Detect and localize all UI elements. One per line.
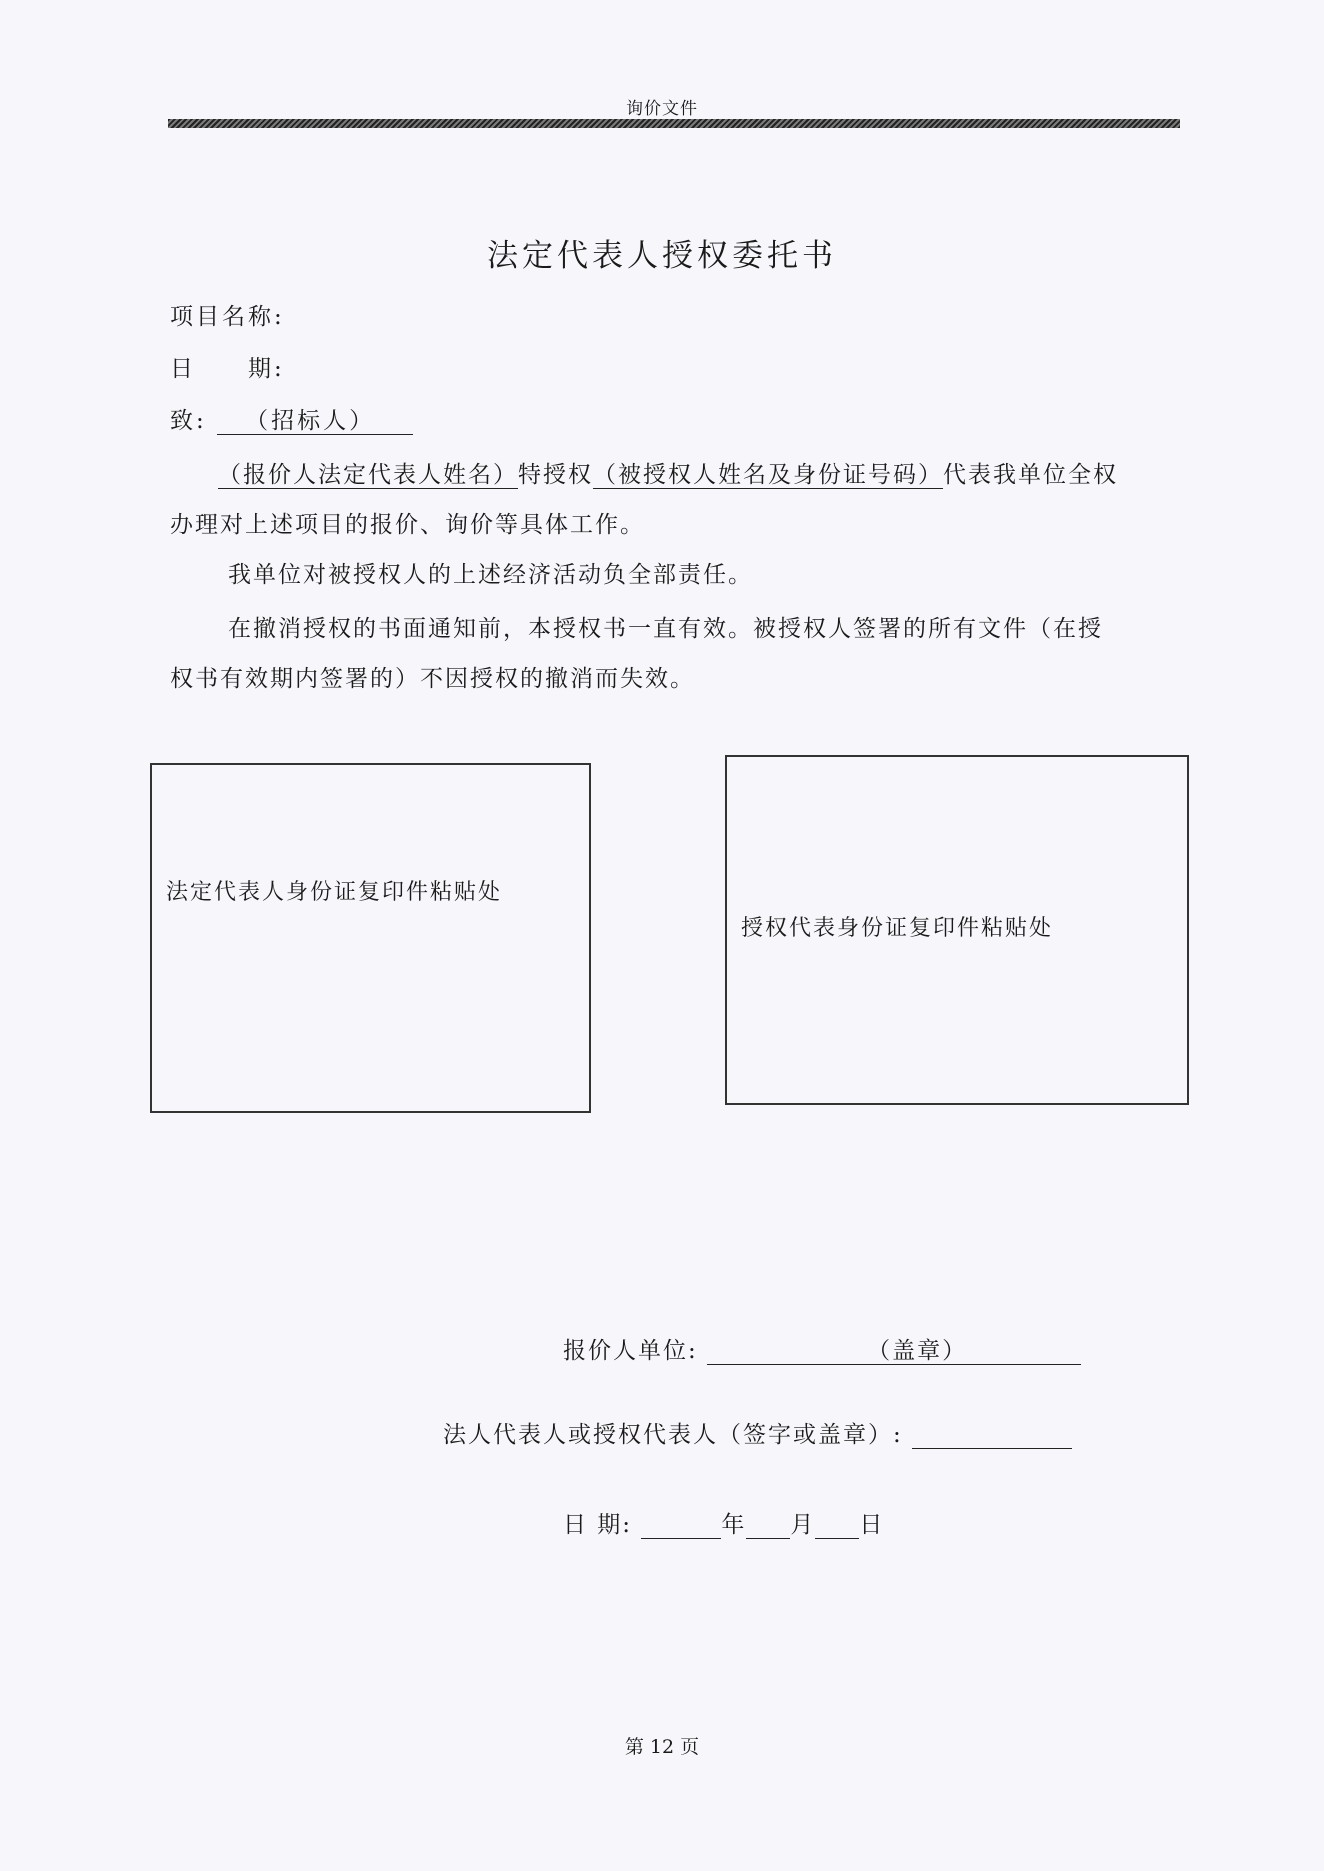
representative-blank <box>912 1424 1072 1449</box>
header-divider <box>168 119 1180 128</box>
recipient-value: （招标人） <box>217 408 413 435</box>
legal-rep-id-paste-box <box>150 763 591 1113</box>
page-number: 第 12 页 <box>624 1736 700 1758</box>
document-title: 法定代表人授权委托书 <box>487 238 837 274</box>
year-label: 年 <box>721 1512 747 1538</box>
bidder-unit-line <box>563 1332 1081 1365</box>
recipient-field <box>170 402 413 435</box>
authorization-line-1 <box>170 450 1180 500</box>
recipient-label: 致: <box>170 408 207 434</box>
validity-line-1: 在撤消授权的书面通知前，本授权书一直有效。被授权人签署的所有文件（在授 <box>228 616 1103 642</box>
legal-rep-name-blank: （报价人法定代表人姓名） <box>218 462 518 488</box>
month-label: 月 <box>790 1512 816 1538</box>
seal-note: （盖章） <box>867 1338 968 1364</box>
signature-date-line <box>563 1506 884 1539</box>
running-header: 询价文件 <box>626 99 698 119</box>
authorization-mid-text: 特授权 <box>518 462 593 488</box>
project-name-field <box>170 298 285 331</box>
authorization-paragraph <box>170 450 1180 550</box>
authorized-person-blank: （被授权人姓名及身份证号码） <box>593 462 943 488</box>
legal-rep-id-paste-label: 法定代表人身份证复印件粘贴处 <box>166 880 503 905</box>
authorized-rep-id-paste-label: 授权代表身份证复印件粘贴处 <box>741 916 1054 941</box>
date-label: 日 期: <box>170 356 285 382</box>
bidder-unit-blank <box>707 1338 1081 1365</box>
responsibility-text: 我单位对被授权人的上述经济活动负全部责任。 <box>228 562 753 588</box>
year-blank <box>641 1514 721 1539</box>
bidder-unit-label: 报价人单位: <box>563 1338 698 1364</box>
signature-date-label: 日 期: <box>563 1512 633 1538</box>
day-label: 日 <box>859 1512 885 1538</box>
month-blank <box>746 1514 790 1539</box>
authorization-tail-text: 代表我单位全权 <box>943 462 1118 488</box>
date-field <box>170 350 285 383</box>
representative-label: 法人代表人或授权代表人（签字或盖章）: <box>443 1422 903 1448</box>
validity-line-2: 权书有效期内签署的）不因授权的撤消而失效。 <box>170 666 695 692</box>
responsibility-paragraph <box>170 550 1180 600</box>
day-blank <box>815 1514 859 1539</box>
validity-paragraph <box>170 604 1180 704</box>
representative-signature-line <box>443 1416 1072 1449</box>
project-name-label: 项目名称: <box>170 304 285 330</box>
authorized-rep-id-paste-box <box>725 755 1189 1105</box>
authorization-line-2: 办理对上述项目的报价、询价等具体工作。 <box>170 512 645 538</box>
